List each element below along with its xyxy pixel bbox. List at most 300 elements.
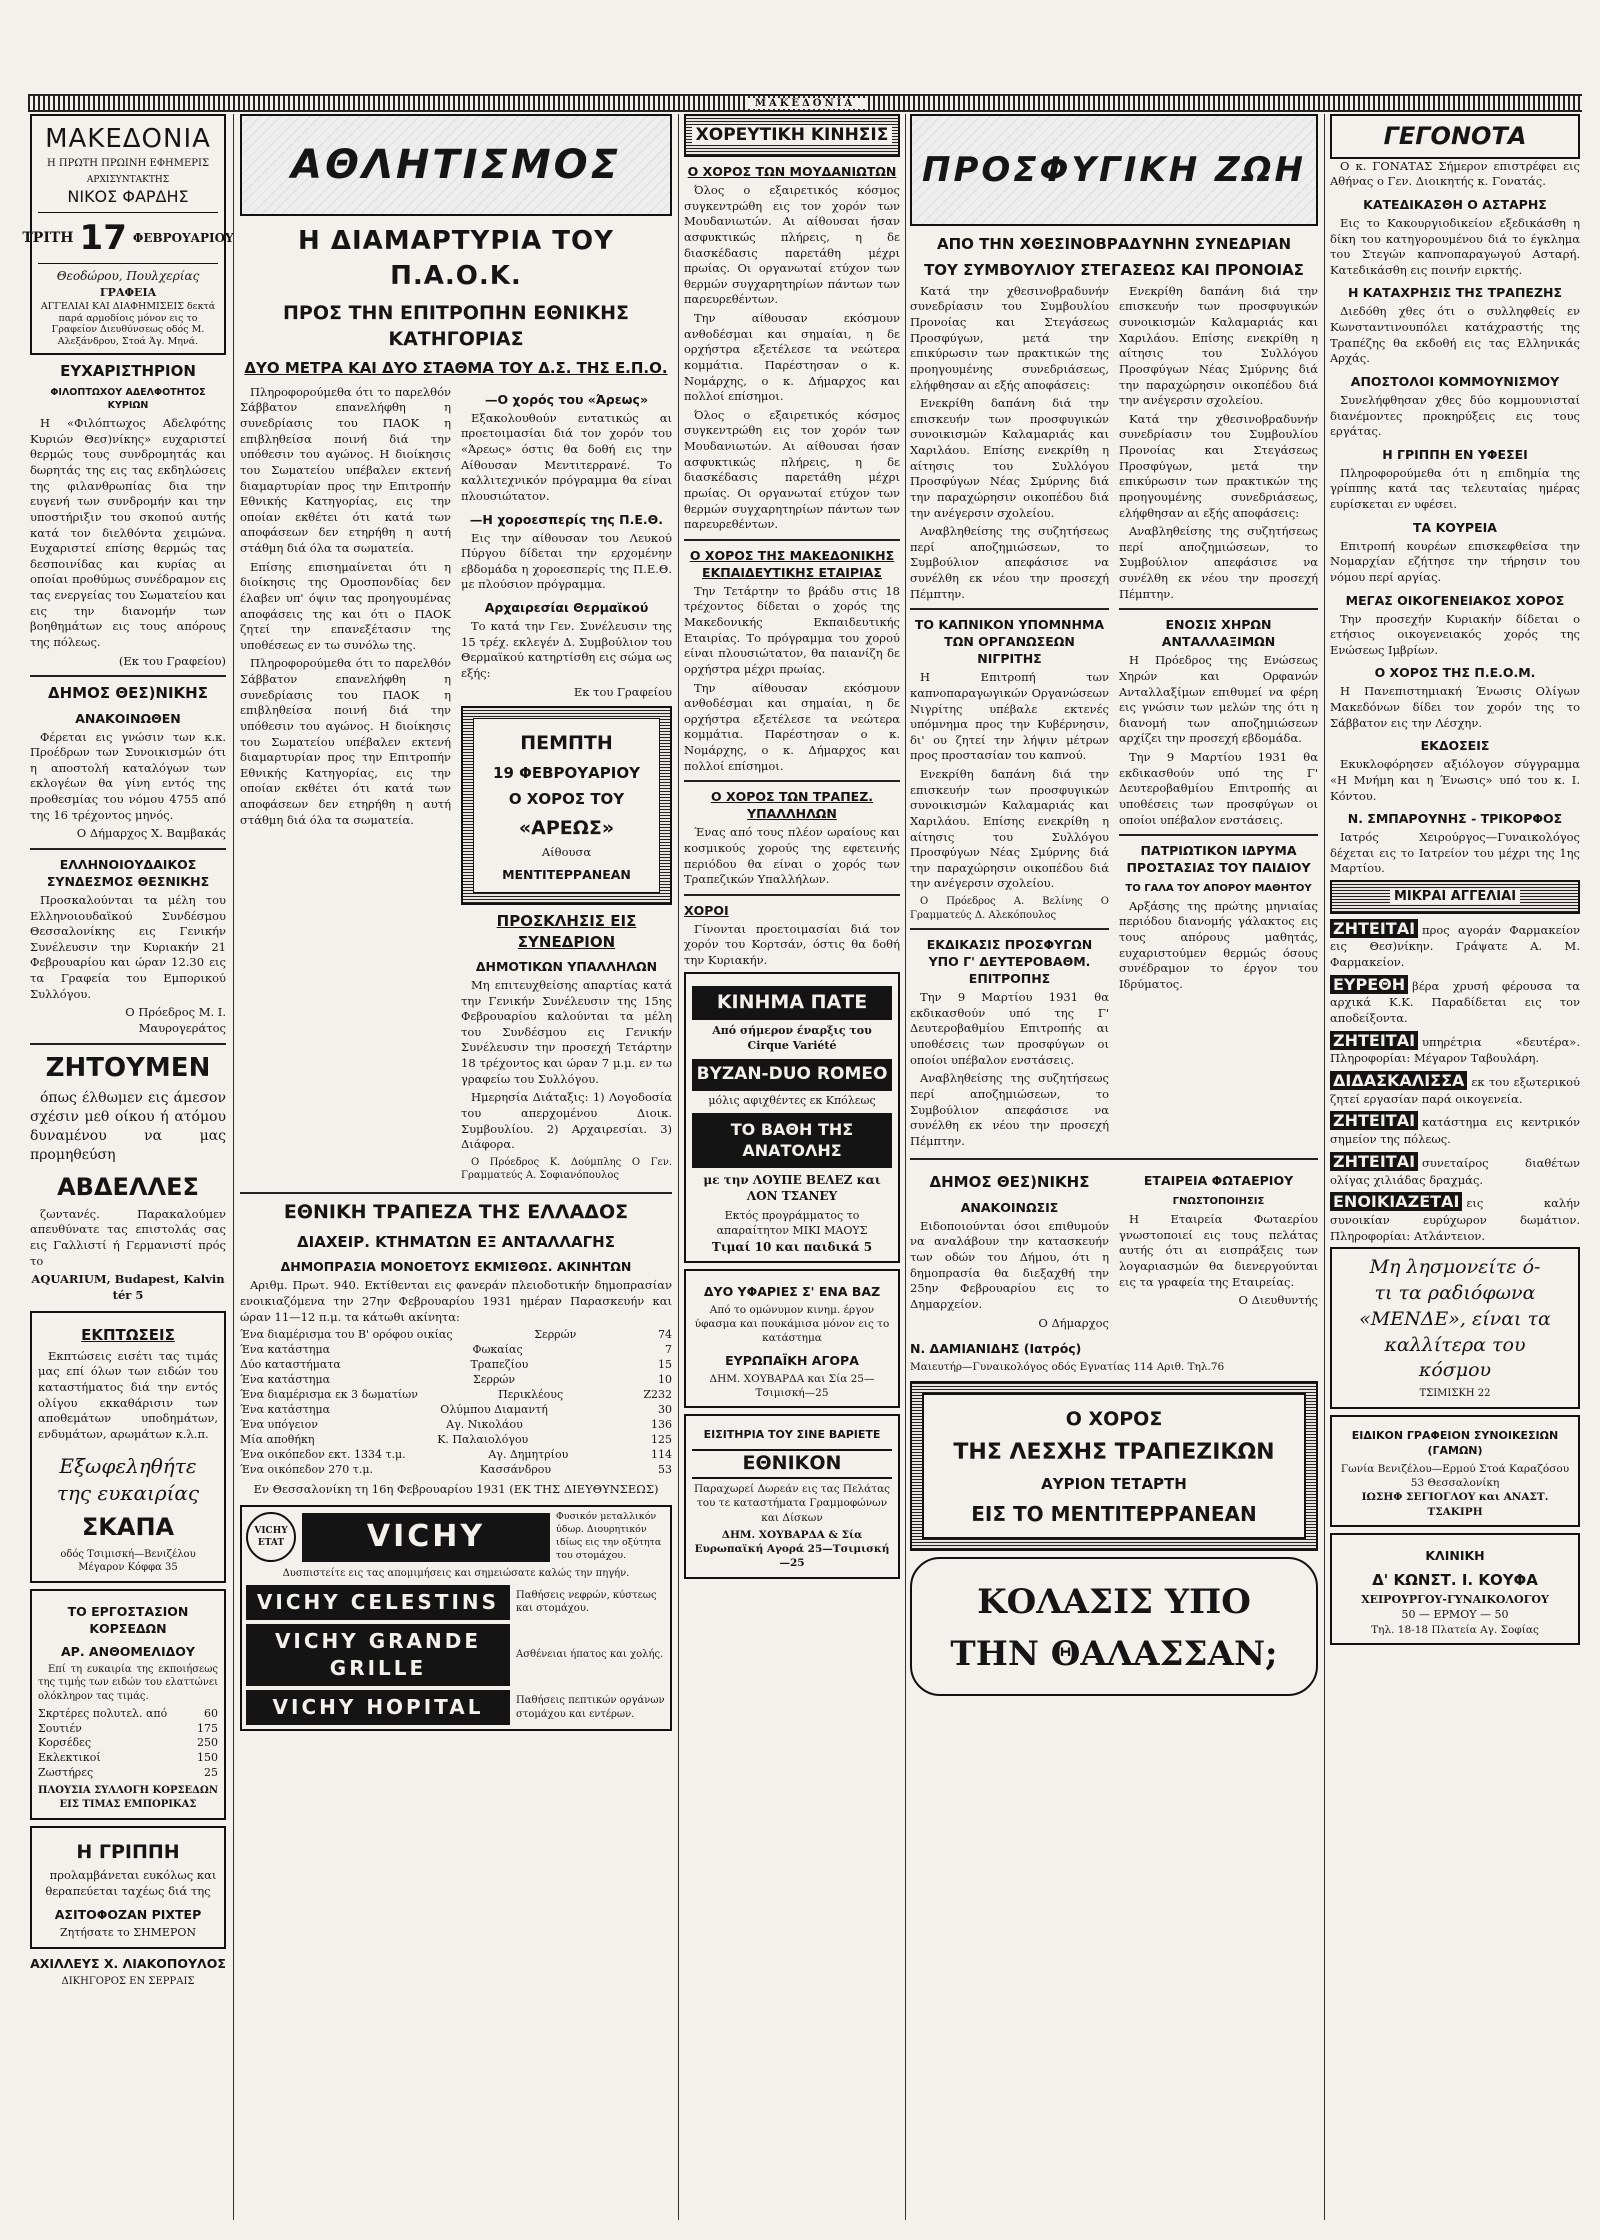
classifieds-banner bbox=[1330, 880, 1580, 914]
corset-item-price: 60 bbox=[204, 1706, 218, 1720]
bank-row-place: Αγ. Δημητρίου bbox=[488, 1447, 569, 1461]
event-10-title: Ν. ΣΜΠΑΡΟΥΝΗΣ - ΤΡΙΚΟΡΦΟΣ bbox=[1347, 811, 1563, 827]
bank-row bbox=[240, 1433, 672, 1448]
classified-key: ΕΥΡΕΘΗ bbox=[1330, 975, 1408, 994]
date-day: ΤΡΙΤΗ bbox=[22, 229, 74, 246]
bank-row-place: Κ. Παλαιολόγου bbox=[437, 1432, 529, 1446]
paper-title: ΜΑΚΕΔΟΝΙΑ bbox=[45, 124, 211, 154]
bank-row-place: Αγ. Νικολάου bbox=[446, 1417, 523, 1431]
corset-item-name: Σουτιέν bbox=[38, 1721, 82, 1735]
classifieds-list bbox=[1330, 918, 1580, 1245]
corset-text: Επί τη ευκαιρία της εκποιήσεως της τιμής των ειδών του ελαττώνει ολόκληρον τας τιμάς. bbox=[38, 1663, 218, 1702]
bank-row-desc: Ένα διαμέρισμα του Β' ορόφου οικίας bbox=[240, 1328, 453, 1342]
ball-line-1: Ο ΧΟΡΟΣ bbox=[1065, 1407, 1163, 1430]
assoc-title: ΕΛΛΗΝΟΙΟΥΔΑΙΚΟΣ ΣΥΝΔΕΣΜΟΣ ΘΕΣΝΙΚΗΣ bbox=[46, 856, 210, 889]
corset-price-row bbox=[38, 1722, 218, 1737]
clinic-subtitle: ΧΕΙΡΟΥΡΓΟΥ-ΓΥΝΑΙΚΟΛΟΓΟΥ bbox=[1361, 1593, 1549, 1607]
sports-left bbox=[240, 385, 451, 1186]
ares-notice-date: 19 ΦΕΒΡΟΥΑΡΙΟΥ bbox=[493, 763, 640, 782]
cinema-title: ΚΙΝΗΜΑ ΠΑΤΕ bbox=[692, 986, 892, 1020]
bank-row-place: Σερρών bbox=[473, 1373, 516, 1386]
lawyer-subtitle: ΔΙΚΗΓΟΡΟΣ ΕΝ ΣΕΡΡΑΙΣ bbox=[61, 1975, 195, 1987]
dances-banner bbox=[684, 114, 900, 157]
cinema-ad bbox=[684, 972, 900, 1263]
column-rule bbox=[678, 114, 679, 2220]
events-banner bbox=[1330, 114, 1580, 159]
vichy-row bbox=[246, 1690, 666, 1725]
bank-row-num: 15 bbox=[658, 1358, 672, 1372]
gas-text: Η Εταιρεία Φωταερίου γνωστοποιεί εις τους πελάτας αυτής ότι αι εισπράξεις των λογαριασμών θα διενεργούνται εις τα γραφεία της Εταιρείας. bbox=[1119, 1212, 1318, 1289]
marriage-title: ΕΙΔΙΚΟΝ ΓΡΑΦΕΙΟΝ ΣΥΝΟΙΚΕΣΙΩΝ (ΓΑΜΩΝ) bbox=[1351, 1428, 1559, 1457]
paok-text-3: Πληροφορούμεθα ότι το παρελθόν Σάββατον επανελήφθη η συνεδρίασις του ΠΑΟΚ η επιβληθείσα ποινή διά την υπόθεσιν του αγώνος. Η διοίκησις του Σωματείου υπέβαλεν εκτενή διαμαρτυρίαν προς την Επιτροπήν Εθνικής Κατηγορίας, εις την οποίαν εκθέτει ότι κατά των αποφάσεων δεν ετηρήθη η αυτή στάθμη διά όλα τα σωματεία. bbox=[240, 656, 451, 827]
editor-name: ΝΙΚΟΣ ΦΑΡΔΗΣ bbox=[67, 187, 189, 207]
classified-ad bbox=[1330, 1070, 1580, 1107]
ares-notice-name: «ΑΡΕΩΣ» bbox=[518, 816, 615, 839]
classified-ad bbox=[1330, 1030, 1580, 1067]
thanks-sign: (Εκ του Γραφείου) bbox=[118, 653, 226, 668]
tickets-name: ΕΘΝΙΚΟΝ bbox=[692, 1449, 892, 1479]
refugee-right-text: Ενεκρίθη δαπάνη διά την επισκευήν των προσφυγικών συνοικισμών Καλαμαριάς και Χαριλάου. Επίσης ενεκρίθη η αίτησις του Συλλόγου Προσφύγων Νέας Σμύρνης διά την παραχώρησιν οικοπέδου διά την ανέγερσιν σχολείου. bbox=[1119, 283, 1318, 408]
widows-text-2: Την 9 Μαρτίου 1931 θα εκδικασθούν υπό της Γ' Δευτεροβαθμίου Επιτροπής αι υποθέσεις των προσφύγων οι οποίοι υπέβαλον ενστάσεις. bbox=[1119, 750, 1318, 827]
bank-close: Εν Θεσσαλονίκη τη 16η Φεβρουαρίου 1931 (ΕΚ ΤΗΣ ΔΙΕΥΘΥΝΣΕΩΣ) bbox=[253, 1481, 659, 1496]
classified-ad bbox=[1330, 974, 1580, 1027]
lawyer-name: ΑΧΙΛΛΕΥΣ Χ. ΛΙΑΚΟΠΟΥΛΟΣ bbox=[30, 1955, 226, 1971]
classified-key: ΖΗΤΕΙΤΑΙ bbox=[1330, 919, 1418, 938]
bank-row-desc: Ένα υπόγειον bbox=[240, 1417, 318, 1431]
bank-row-desc: Ένα οικόπεδον 270 τ.μ. bbox=[240, 1462, 374, 1476]
sports-banner bbox=[240, 114, 672, 216]
bank-row bbox=[240, 1358, 672, 1373]
sports-body bbox=[240, 385, 672, 1186]
tobacco-text-2: Ενεκρίθη δαπάνη διά την επισκευήν των προσφυγικών συνοικισμών Καλαμαριάς και Χαριλάου. Επίσης ενεκρίθη η αίτησις του Συλλόγου Προσφύγων Νέας Σμύρνης διά την παραχώρησιν οικοπέδου διά την ανέγερσιν σχολείου. bbox=[910, 767, 1109, 891]
wanted-address: AQUARIUM, Budapest, Kalvin tér 5 bbox=[31, 1272, 225, 1302]
masthead-band-title: ΜΑΚΕΔΟΝΙΑ bbox=[745, 98, 865, 109]
divider bbox=[910, 1158, 1318, 1160]
paok-text-2: Επίσης επισημαίνεται ότι η διοίκησις της Ομοσπονδίας δεν έλαβεν υπ' όψιν τας προηγουμένας αποφάσεις της και ότι ο ΠΑΟΚ ζητεί την επανεξέτασιν της υποθέσεως εν τω συνόλω της. bbox=[240, 559, 451, 652]
bank-row-num: 7 bbox=[664, 1343, 672, 1357]
tickets-title: ΕΙΣΙΤΗΡΙΑ ΤΟΥ ΣΙΝΕ ΒΑΡΙΕΤΕ bbox=[703, 1428, 881, 1442]
vichy-row bbox=[246, 1585, 666, 1620]
discount-text: Εκπτώσεις εισέτι τας τιμάς μας επί όλων των ειδών του καταστήματος διά την εντός ολίγου εκκαθάρισιν των αποθεμάτων υποδημάτων, ενδυμάτων, αρωμάτων κ.λ.π. bbox=[38, 1348, 218, 1441]
event-2: Εις το Κακουργιοδικείον εξεδικάσθη η δίκη του κατηγορουμένου διά το έγκλημα του Στεγών καπνοπαραγωγού Ασταρή. Κατεδικάσθη εις ποινήν ειρκτής. bbox=[1330, 215, 1580, 277]
shirts-title: ΔΥΟ ΥΦΑΡΙΕΣ Σ' ΕΝΑ ΒΑΖ bbox=[703, 1283, 881, 1299]
shop-address: οδός Τσιμισκή—Βενιζέλου Μέγαρον Κόφφα 35 bbox=[60, 1548, 196, 1574]
classified-key: ΖΗΤΕΙΤΑΙ bbox=[1330, 1031, 1418, 1050]
column-masthead bbox=[22, 114, 234, 2220]
doctor-subtitle: Μαιευτήρ—Γυναικολόγος οδός Εγνατίας 114 Αριθ. Τηλ.76 bbox=[910, 1361, 1225, 1374]
discount-box bbox=[30, 1311, 226, 1582]
shop-line-2: της ευκαιρίας bbox=[56, 1480, 200, 1505]
divider bbox=[684, 894, 900, 896]
divider bbox=[684, 780, 900, 782]
corset-price-list bbox=[38, 1707, 218, 1782]
thanks-text: Η «Φιλόπτωχος Αδελφότης Κυριών Θεσ)νίκης» ευχαριστεί θερμώς τους συνδρομητάς και δωρητάς της εις τας εκδηλώσεις της φιλανθρωπίας δια την ευγενή των συνδρομήν και την υποστήριξιν του σκοπού αυτής κατά τον διελθόντα χειμώνα. Ευχαριστεί επίσης θερμώς τας δεσποινίδας και κυρίας αι οποίαι προθύμως συνέδραμον εις τας ενεργείας του Σωματείου και εις την διανομήν των βοηθημάτων εις τους απόρους της πόλεως. bbox=[30, 416, 226, 649]
corset-item-price: 175 bbox=[197, 1721, 218, 1735]
bank-property-list bbox=[240, 1328, 672, 1478]
bank-row-num: 125 bbox=[650, 1432, 672, 1446]
bank-row-desc: Ένα κατάστημα bbox=[240, 1343, 331, 1357]
doctor-name: Ν. ΔΑΜΙΑΝΙΔΗΣ (Ιατρός) bbox=[910, 1341, 1082, 1357]
dimos-text: Φέρεται εις γνώσιν των κ.κ. Προέδρων των Συνοικισμών ότι η αποστολή καταλόγων των εκλογέων θα γίνη εντός της προθεσμίας του νόμου 4755 από της 16 τρέχοντος μηνός. bbox=[30, 729, 226, 822]
flu-text-2: Ζητήσατε το ΣΗΜΕΡΟΝ bbox=[59, 1925, 197, 1939]
saints-day: Θεοδώρου, Πουλχερίας bbox=[56, 269, 200, 284]
column-events bbox=[1330, 114, 1580, 2220]
bank-row bbox=[240, 1448, 672, 1463]
municipality-subtitle: ΑΝΑΚΟΙΝΩΣΙΣ bbox=[960, 1199, 1059, 1215]
vichy-product: VICHY HOPITAL bbox=[246, 1690, 510, 1725]
bank-intro: Αριθμ. Πρωτ. 940. Εκτίθενται εις φανεράν πλειοδοτικήν δημοπρασίαν ενοικιαζόμενα την 27ην Φεβρουαρίου 1931 ημέραν Παρασκευήν και ώραν 11—12 π.μ. τα κάτωθι ακίνητα: bbox=[240, 1278, 672, 1324]
classified-text: υπηρέτρια «δευτέρα». Πληροφορίαι: Μέγαρον Ταβουλάρη. bbox=[1330, 1034, 1580, 1066]
refugee-left bbox=[910, 284, 1109, 1153]
ares-notice-venue: ΜΕΝΤΙΤΕΡΡΑΝΕΑΝ bbox=[502, 867, 631, 883]
compensation-text-2: Αναβληθείσης της συζητήσεως περί αποζημιώσεων, το Συμβούλιον απεφάσισε να συνέλθη εκ νέου την προσεχή Πέμπτην. bbox=[910, 1071, 1109, 1148]
assoc-text: Προσκαλούνται τα μέλη του Ελληνοιουδαϊκού Συνδέσμου Θεσσαλονίκης εις Γενικήν Συνέλευσιν την Κυριακήν 21 Φεβρουαρίου και ώραν 12.30 εις τα Γραφεία του Εμπορικού Συλλόγου. bbox=[30, 892, 226, 1001]
divider bbox=[30, 1043, 226, 1045]
ball-line-4: ΕΙΣ ΤΟ ΜΕΝΤΙΤΕΡΡΑΝΕΑΝ bbox=[971, 1501, 1257, 1526]
tobacco-sign: Ο Πρόεδρος Α. Βελίνης Ο Γραμματεύς Δ. Αλεκόπουλος bbox=[910, 896, 1109, 921]
event-3: Διεδόθη χθες ότι ο συλληφθείς εν Κωνσταντινουπόλει κατάχραστής της Τραπέζης θα εκδοθή εις τας Ελληνικάς Αρχάς. bbox=[1330, 304, 1580, 366]
dances-text: Γίνονται προετοιμασίαι διά τον χορόν του Κορτσάν, όστις θα δοθή την Κυριακήν. bbox=[684, 921, 900, 968]
dance1-title: Ο ΧΟΡΟΣ ΤΩΝ ΜΟΥΔΑΝΙΩΤΩΝ bbox=[687, 164, 897, 180]
compensation-title: ΕΚΔΙΚΑΣΙΣ ΠΡΟΣΦΥΓΩΝ ΥΠΟ Γ' ΔΕΥΤΕΡΟΒΑΘΜ. ΕΠΙΤΡΟΠΗΣ bbox=[926, 937, 1093, 987]
vichy-ad bbox=[240, 1505, 672, 1731]
dance3-text: Ένας από τους πλέον ωραίους και κοσμικούς χορούς της εφετεινής περιόδου θα είναι ο χορός των Τραπεζικών Υπαλλήλων. bbox=[684, 825, 900, 887]
refugee-banner-title: ΠΡΟΣΦΥΓΙΚΗ ΖΩΗ bbox=[922, 149, 1306, 190]
column-dances bbox=[684, 114, 900, 2220]
corset-item-price: 150 bbox=[197, 1751, 218, 1765]
ares-text: Εξακολουθούν εντατικώς αι προετοιμασίαι διά τον χορόν του «Άρεως» όστις θα δοθή εις την Αίθουσαν Μεντιτερρανέ. Το καλλιτεχνικόν πρόγραμμα θα είναι πλουσιώτατον. bbox=[461, 410, 672, 503]
flu-box bbox=[30, 1826, 226, 1949]
wanted-text: όπως έλθωμεν εις άμεσον σχέσιν μεθ οίκου ή ατόμου δυναμένου να μας προμηθεύση bbox=[30, 1089, 226, 1164]
refugee-lead-2: Ενεκρίθη δαπάνη διά την επισκευήν των προσφυγικών συνοικισμών Καλαμαριάς και Χαριλάου. Επίσης ενεκρίθη η αίτησις του Συλλόγου Προσφύγων Νέας Σμύρνης διά την παραχώρησιν οικοπέδου διά την ανέγερσιν σχολείου. bbox=[910, 396, 1109, 520]
bank-row bbox=[240, 1403, 672, 1418]
foundation-text: Αρξάσης της πρώτης μηνιαίας περιόδου διανομής γάλακτος εις τους απόρους μαθητάς, ευχαριστούμεν θερμώς όσους συνέδραμον το έργον του Ιδρύματος. bbox=[1119, 898, 1318, 991]
classified-ad bbox=[1330, 918, 1580, 971]
wanted-item: ΑΒΔΕΛΛΕΣ bbox=[57, 1173, 199, 1202]
bank-row-num: 53 bbox=[658, 1462, 672, 1476]
corset-title: ΤΟ ΕΡΓΟΣΤΑΣΙΟΝ ΚΟΡΣΕΔΩΝ bbox=[67, 1603, 189, 1636]
municipality-title: ΔΗΜΟΣ ΘΕΣ)ΝΙΚΗΣ bbox=[929, 1173, 1090, 1192]
event-6: Επιτροπή κουρέων επισκεφθείσα την Νομαρχίαν εζήτησε την τήρησιν του νόμου περί αργίας. bbox=[1330, 538, 1580, 584]
shop-name: ΣΚΑΠΑ bbox=[81, 1512, 175, 1541]
vichy-product: VICHY GRANDE GRILLE bbox=[246, 1624, 510, 1686]
classified-key: ΔΙΔΑΣΚΑΛΙΣΣΑ bbox=[1330, 1071, 1467, 1090]
masthead-band bbox=[28, 94, 1582, 112]
classified-text: εκ του εξωτερικού ζητεί εργασίαν παρά οικογενεία. bbox=[1330, 1075, 1580, 1106]
peth-text: Εις την αίθουσαν του Λευκού Πύργου δίδεται την ερχομένην εβδομάδα η χοροεσπερίς της Π.Ε.Θ. με πλούσιον πρόγραμμα. bbox=[461, 530, 672, 592]
bank-row-place: Σερρών bbox=[534, 1328, 577, 1342]
vichy-product-use: Παθήσεις πεπτικών οργάνων στομάχου και εντέρων. bbox=[516, 1695, 665, 1720]
bankers-ball-ad bbox=[910, 1381, 1318, 1551]
clinic-phone: Τηλ. 18-18 Πλατεία Αγ. Σοφίας bbox=[1371, 1624, 1539, 1637]
ares-subtitle: —Ο χορός του «Άρεως» bbox=[484, 391, 649, 407]
shirts-ad bbox=[684, 1269, 900, 1408]
flu-text: προλαμβάνεται ευκόλως και θεραπεύεται ταχέως διά της bbox=[45, 1868, 217, 1898]
classified-text: προς αγοράν Φαρμακείον εις Θεσ)νίκην. Γράψατε Α. Μ. Φαρμακείον. bbox=[1330, 922, 1580, 970]
vichy-product-use: Παθήσεις νεφρών, κύστεως και στομάχου. bbox=[516, 1589, 657, 1615]
bank-row bbox=[240, 1373, 672, 1388]
column-sports bbox=[240, 114, 672, 2220]
cinema-subtitle: Από σήμερον έναρξις του Cirque Variété bbox=[712, 1023, 872, 1052]
wanted-title: ΖΗΤΟΥΜΕΝ bbox=[45, 1052, 211, 1083]
column-rule bbox=[1324, 114, 1325, 2220]
classifieds-banner-title: ΜΙΚΡΑΙ ΑΓΓΕΛΙΑΙ bbox=[1390, 889, 1520, 904]
ares-notice-venue-label: Αίθουσα bbox=[541, 844, 592, 859]
paok-headline: Η ΔΙΑΜΑΡΤΥΡΙΑ ΤΟΥ Π.Α.Ο.Κ. bbox=[298, 226, 614, 292]
clinic-ad bbox=[1330, 1533, 1580, 1646]
discount-title: ΕΚΠΤΩΣΕΙΣ bbox=[81, 1326, 175, 1345]
sports-banner-title: ΑΘΛΗΤΙΣΜΟΣ bbox=[290, 141, 622, 188]
bank-row-place: Τραπεζίου bbox=[470, 1358, 529, 1372]
divider bbox=[240, 1192, 672, 1194]
column-refugees bbox=[910, 114, 1318, 2220]
event-7-title: ΜΕΓΑΣ ΟΙΚΟΓΕΝΕΙΑΚΟΣ ΧΟΡΟΣ bbox=[1345, 592, 1565, 608]
refugee-banner bbox=[910, 114, 1318, 226]
thermaikos-subtitle: Αρχαιρεσίαι Θερμαϊκού bbox=[484, 600, 649, 616]
shop-line-1: Εξωφεληθήτε bbox=[59, 1453, 197, 1478]
classified-ad bbox=[1330, 1110, 1580, 1147]
clinic-title: ΚΛΙΝΙΚΗ bbox=[1425, 1547, 1485, 1563]
refugee-lead-3: Αναβληθείσης της συζητήσεως περί αποζημιώσεων, το Συμβούλιον απεφάσισε να συνέλθη εκ νέου την προσεχή Πέμπτην. bbox=[910, 524, 1109, 601]
vichy-header bbox=[246, 1511, 666, 1563]
event-1: Ο κ. ΓΟΝΑΤΑΣ Σήμερον επιστρέφει εις Αθήνας ο Γεν. Διοικητής κ. Γονατάς. bbox=[1330, 158, 1580, 189]
bank-row-num: 114 bbox=[650, 1447, 672, 1461]
cinema-price: Τιμαί 10 και παιδικά 5 bbox=[711, 1239, 873, 1254]
gas-sign: Ο Διευθυντής bbox=[1238, 1293, 1318, 1308]
foundation-title: ΠΑΤΡΙΩΤΙΚΟΝ ΙΔΡΥΜΑ ΠΡΟΣΤΑΣΙΑΣ ΤΟΥ ΠΑΙΔΙΟΥ bbox=[1126, 843, 1311, 876]
assembly-title: ΠΡΟΣΚΛΗΣΙΣ ΕΙΣ ΣΥΝΕΔΡΙΟΝ bbox=[496, 912, 637, 951]
event-2-title: ΚΑΤΕΔΙΚΑΣΘΗ Ο ΑΣΤΑΡΗΣ bbox=[1363, 196, 1547, 212]
marriage-text: Γωνία Βενιζέλου—Ερμού Στοά Καραζόσου 53 Θεσσαλονίκη bbox=[1340, 1462, 1570, 1490]
dance1-text-3: Όλος ο εξαιρετικός κόσμος συγκεντρώθη εις τον χορόν των Μουδανιωτών. Αι αίθουσαι ήσαν ασφυκτικώς πλήρεις, η δε διασκέδασις παρετάθη μέχρι πρωίας. Οι οργανωταί ετύχον των θερμών συγχαρητηρίων πάντων των παρευρεθέντων. bbox=[684, 407, 900, 532]
bank-subtitle-2: ΔΗΜΟΠΡΑΣΙΑ ΜΟΝΟΕΤΟΥΣ ΕΚΜΙΣΘΩΣ. ΑΚΙΝΗΤΩΝ bbox=[280, 1259, 632, 1275]
refugee-body bbox=[910, 284, 1318, 1153]
bank-title: ΕΘΝΙΚΗ ΤΡΑΠΕΖΑ ΤΗΣ ΕΛΛΑΔΟΣ bbox=[283, 1201, 629, 1224]
marriage-names: ΙΩΣΗΦ ΣΕΓΙΟΓΛΟΥ και ΑΝΑΣΤ. ΤΣΑΚΙΡΗ bbox=[1361, 1491, 1549, 1518]
bank-row-desc: Ένα οικόπεδον εκτ. 1334 τ.μ. bbox=[240, 1447, 406, 1461]
bank-row-num: 136 bbox=[650, 1417, 672, 1431]
compensation-text: Την 9 Μαρτίου 1931 θα εκδικασθούν υπό της Γ' Δευτεροβαθμίου Επιτροπής αι υποθέσεις των προσφύγων οι οποίοι υπέβαλον ενστάσεις. bbox=[910, 990, 1109, 1067]
event-5: Πληροφορούμεθα ότι η επιδημία της γρίππης κατά τας τελευταίας ημέρας ευρίσκεται εν υφέσει. bbox=[1330, 465, 1580, 511]
classified-text: κατάστημα εις κεντρικόν σημείον της πόλεως. bbox=[1330, 1115, 1580, 1147]
classified-key: ΖΗΤΕΙΤΑΙ bbox=[1330, 1111, 1418, 1130]
corset-item-name: Σκρτέρες πολυτελ. από bbox=[38, 1706, 168, 1720]
paok-subheadline: ΠΡΟΣ ΤΗΝ ΕΠΙΤΡΟΠΗΝ ΕΘΝΙΚΗΣ ΚΑΤΗΓΟΡΙΑΣ bbox=[283, 301, 629, 350]
film-ad bbox=[910, 1557, 1318, 1696]
radio-ad bbox=[1330, 1247, 1580, 1409]
vichy-state-seal bbox=[246, 1512, 296, 1562]
office-text: ΑΓΓΕΛΙΑΙ ΚΑΙ ΔΙΑΦΗΜΙΣΕΙΣ δεκτά παρά αρμοδίοις μόνον εις το Γραφείον Διευθύνσεως οδός Μ. Αλεξάνδρου, Στοά Άγ. Μηνά. bbox=[40, 301, 216, 347]
paok-kicker: ΔΥΟ ΜΕΤΡΑ ΚΑΙ ΔΥΟ ΣΤΑΘΜΑ ΤΟΥ Δ.Σ. ΤΗΣ Ε.Π.Ο. bbox=[244, 359, 668, 378]
events-banner-title: ΓΕΓΟΝΟΤΑ bbox=[1383, 122, 1527, 150]
film-line-2: ΤΗΝ ΘΑΛΑΣΣΑΝ; bbox=[950, 1634, 1278, 1675]
foundation-subtitle: ΤΟ ΓΑΛΑ ΤΟΥ ΑΠΟΡΟΥ ΜΑΘΗΤΟΥ bbox=[1125, 883, 1312, 895]
date-line bbox=[22, 212, 234, 264]
tickets-text: Παραχωρεί Δωρεάν εις τας Πελάτας του τε καταστήματα Γραμμοφώνων και Δίσκων bbox=[693, 1482, 891, 1524]
corset-owner: ΑΡ. ΑΝΘΟΜΕΛΙΔΟΥ bbox=[61, 1643, 195, 1659]
bank-row-desc: Ένα κατάστημα bbox=[240, 1402, 331, 1416]
vichy-product: VICHY CELESTINS bbox=[246, 1585, 510, 1620]
classified-key: ΕΝΟΙΚΙΑΖΕΤΑΙ bbox=[1330, 1192, 1462, 1211]
dance1-text: Όλος ο εξαιρετικός κόσμος συγκεντρώθη εις τον χορόν των Μουδανιωτών. Αι αίθουσαι ήσαν ασφυκτικώς πλήρεις, η δε διασκέδασις παρετάθη μέχρι πρωίας. Οι οργανωταί ετύχον των θερμών συγχαρητηρίων πάντων των παρευρεθέντων. bbox=[684, 183, 900, 307]
bank-row-desc: Μία αποθήκη bbox=[240, 1432, 315, 1446]
refugee-right-text-2: Κατά την χθεσινοβραδυνήν συνεδρίασιν του Συμβουλίου Προνοίας και Στεγάσεως Προσφύγων, μετά την επικύρωσιν των πρακτικών της προηγουμένης συνεδριάσεως, ελήφθησαν αι εξής αποφάσεις: bbox=[1119, 411, 1318, 520]
cinema-film: ΤΟ ΒΑΘΗ ΤΗΣ ΑΝΑΤΟΛΗΣ bbox=[692, 1113, 892, 1169]
thanks-title: ΕΥΧΑΡΙΣΤΗΡΙΟΝ bbox=[60, 362, 196, 380]
bank-row-num: 10 bbox=[657, 1373, 672, 1386]
cinema-text: μόλις αφιχθέντες εκ Κπόλεως bbox=[708, 1093, 876, 1107]
dimos-sign: Ο Δήμαρχος Χ. Βαμβακάς bbox=[76, 826, 226, 841]
corset-item-price: 25 bbox=[204, 1766, 218, 1780]
ball-line-2: ΤΗΣ ΛΕΣΧΗΣ ΤΡΑΠΕΖΙΚΩΝ bbox=[953, 1440, 1275, 1466]
office-label: ΓΡΑΦΕΙΑ bbox=[99, 286, 157, 300]
ares-notice-inner bbox=[473, 718, 660, 893]
vichy-state-label: VICHY ETAT bbox=[254, 1525, 288, 1549]
radio-line-4: καλλίτερα του bbox=[1384, 1333, 1526, 1356]
bank-row-num: 30 bbox=[658, 1402, 672, 1416]
classified-text: εις καλήν συνοικίαν ευρύχωρον δωμάτιον. Πληροφορίαι: Ατλάντειον. bbox=[1330, 1196, 1580, 1243]
corset-item-name: Εκλεκτικοί bbox=[38, 1751, 101, 1765]
column-rule bbox=[905, 114, 906, 2220]
cinema-stars: με την ΛΟΥΠΕ ΒΕΛΕΖ και ΛΟΝ ΤΣΑΝΕΥ bbox=[703, 1173, 881, 1204]
vichy-intro: Φυσικόν μεταλλικόν ύδωρ. Διουρητικόν ιδίως εις την οξύτητα του στομάχου. bbox=[556, 1511, 662, 1562]
bank-row-place: Κασσάνδρου bbox=[479, 1462, 552, 1476]
radio-line-2: τι τα ραδιόφωνα bbox=[1374, 1282, 1536, 1304]
dance3-title: Ο ΧΟΡΟΣ ΤΩΝ ΤΡΑΠΕΖ. ΥΠΑΛΛΗΛΩΝ bbox=[710, 789, 874, 822]
dance2-text: Την Τετάρτην το βράδυ στις 18 τρέχοντος δίδεται ο χορός της Μακεδονικής Εκπαιδευτικής Εταιρίας. Το πρόγραμμα του χορού είναι πλουσιώτατον, θα παιανίζη δε ορχήστρα μέχρι πρωίας. bbox=[684, 583, 900, 676]
divider bbox=[910, 608, 1109, 610]
bank-row bbox=[240, 1418, 672, 1433]
assembly-text-2: Ημερησία Διάταξις: 1) Λογοδοσία του απερχομένου Διοικ. Συμβουλίου. 2) Αρχαιρεσίαι. 3) Διάφορα. bbox=[461, 1090, 672, 1152]
radio-line-5: κόσμου bbox=[1418, 1359, 1492, 1382]
bankers-ball-inner bbox=[922, 1393, 1306, 1539]
cinema-act: ΒΥΖΑΝ-DUO ROMEO bbox=[692, 1059, 892, 1090]
notices-row bbox=[910, 1166, 1318, 1334]
ball-line-3: ΑΥΡΙΟΝ ΤΕΤΑΡΤΗ bbox=[1041, 1475, 1187, 1494]
wanted-text-2: ζωντανές. Παρακαλούμεν απευθύνατε τας επιστολάς σας εις Γαλλιστί ή Γερμανιστί πρός το bbox=[30, 1206, 226, 1268]
radio-line-3: «ΜΕΝΔΕ», είναι τα bbox=[1359, 1307, 1551, 1330]
date-month: ΦΕΒΡΟΥΑΡΙΟΥ bbox=[132, 230, 234, 245]
dances-banner-title: ΧΟΡΕΥΤΙΚΗ ΚΙΝΗΣΙΣ bbox=[692, 125, 893, 145]
classified-key: ΖΗΤΕΙΤΑΙ bbox=[1330, 1152, 1418, 1171]
event-6-title: ΤΑ ΚΟΥΡΕΙΑ bbox=[1413, 519, 1497, 535]
clinic-name: Δ' ΚΩΝΣΤ. Ι. ΚΟΥΦΑ bbox=[1372, 1570, 1538, 1589]
gas-notice bbox=[1119, 1166, 1318, 1334]
bank-row-num: 74 bbox=[658, 1328, 672, 1342]
event-5-title: Η ΓΡΙΠΠΗ ΕΝ ΥΦΕΣΕΙ bbox=[1382, 446, 1528, 462]
bank-row-desc: Ένα κατάστημα bbox=[240, 1373, 331, 1386]
corset-footer: ΠΛΟΥΣΙΑ ΣΥΛΛΟΓΗ ΚΟΡΣΕΔΩΝ ΕΙΣ ΤΙΜΑΣ ΕΜΠΟΡΙΚΑΣ bbox=[38, 1785, 218, 1810]
bank-subtitle: ΔΙΑΧΕΙΡ. ΚΤΗΜΑΤΩΝ ΕΞ ΑΝΤΑΛΛΑΓΗΣ bbox=[297, 1232, 615, 1251]
ares-notice-day: ΠΕΜΠΤΗ bbox=[520, 732, 613, 755]
thermaikos-text: Το κατά την Γεν. Συνέλευσιν της 15 τρέχ. εκλεγέν Δ. Συμβούλιον του Θερμαϊκού κατηρτίσθη εις σώμα ως εξής: bbox=[461, 619, 672, 680]
dimos-subtitle: ΑΝΑΚΟΙΝΩΘΕΝ bbox=[75, 710, 181, 726]
corset-item-price: 250 bbox=[197, 1736, 218, 1750]
event-8-title: Ο ΧΟΡΟΣ ΤΗΣ Π.Ε.Ο.Μ. bbox=[1374, 665, 1536, 681]
vichy-row bbox=[246, 1624, 666, 1686]
divider bbox=[1119, 608, 1318, 610]
bank-row-desc: Ένα διαμέρισμα εκ 3 δωματίων bbox=[240, 1387, 418, 1401]
bank-row-place: Ολύμπου Διαμαντή bbox=[440, 1402, 548, 1416]
bank-row-num: Z232 bbox=[643, 1387, 672, 1401]
bank-row-desc: Δύο καταστήματα bbox=[240, 1358, 341, 1372]
masthead-box bbox=[22, 114, 234, 355]
radio-address: ΤΣΙΜΙΣΚΗ 22 bbox=[1419, 1388, 1491, 1400]
peth-subtitle: —Η χοροεσπερίς της Π.Ε.Θ. bbox=[469, 511, 664, 527]
assoc-sign: Ο Πρόεδρος Μ. Ι. Μαυρογεράτος bbox=[125, 1005, 226, 1035]
thanks-subtitle: ΦΙΛΟΠΤΩΧΟΥ ΑΔΕΛΦΟΤΗΤΟΣ ΚΥΡΙΩΝ bbox=[50, 387, 206, 412]
flu-title: Η ΓΡΙΠΠΗ bbox=[76, 1840, 180, 1863]
refugee-headline: ΑΠΟ ΤΗΝ ΧΘΕΣΙΝΟΒΡΑΔΥΝΗΝ ΣΥΝΕΔΡΙΑΝ bbox=[936, 235, 1292, 253]
column-rule bbox=[233, 114, 234, 2220]
divider bbox=[910, 928, 1109, 930]
event-4-title: ΑΠΟΣΤΟΛΟΙ ΚΟΜΜΟΥΝΙΣΜΟΥ bbox=[1350, 373, 1560, 389]
event-10: Ιατρός Χειρούργος—Γυναικολόγος δέχεται εις το Ιατρείον του μέχρι της 1ης Μαρτίου. bbox=[1330, 830, 1580, 876]
dance1-text-2: Την αίθουσαν εκόσμουν ανθοδέσμαι και σημαίαι, η δε ορχήστρα εξετέλεσε τα νεώτερα κομμάτια. Παρέστησαν ο κ. Νομάρχης, ο κ. Δήμαρχος και πολλοί επίσημοι. bbox=[684, 311, 900, 404]
divider bbox=[30, 675, 226, 677]
municipality-sign: Ο Δήμαρχος bbox=[1038, 1315, 1109, 1330]
cinema-program: Εκτός προγράμματος το απαραίτητον ΜΙΚΙ ΜΑΟΥΣ bbox=[716, 1208, 868, 1237]
gas-subtitle: ΓΝΩΣΤΟΠΟΙΗΣΙΣ bbox=[1172, 1196, 1265, 1208]
dance2-text-2: Την αίθουσαν εκόσμουν ανθοδέσμαι και σημαίαι, η δε ορχήστρα εξετέλεσε τα νεώτερα κομμάτια. Παρέστησαν ο κ. Νομάρχης, ο κ. Δήμαρχος και πολλοί επίσημοι. bbox=[684, 680, 900, 773]
municipality-text: Ειδοποιούνται όσοι επιθυμούν να αναλάβουν την κατασκευήν των οδών του Δήμου, ότι η δημοπρασία θα διεξαχθή την 25ην Φεβρουαρίου εις το Δημαρχείον. bbox=[910, 1218, 1109, 1311]
dance2-title: Ο ΧΟΡΟΣ ΤΗΣ ΜΑΚΕΔΟΝΙΚΗΣ ΕΚΠΑΙΔΕΥΤΙΚΗΣ ΕΤΑΙΡΙΑΣ bbox=[689, 547, 895, 580]
corset-price-row bbox=[38, 1751, 218, 1766]
bank-row-place: Φωκαίας bbox=[472, 1343, 523, 1357]
corset-item-name: Ζωστήρες bbox=[38, 1766, 94, 1780]
event-7: Την προσεχήν Κυριακήν δίδεται ο ετήσιος οικογενειακός χορός της Ενώσεως Ιμβρίων. bbox=[1330, 611, 1580, 657]
divider bbox=[30, 848, 226, 850]
classified-text: συνεταίρος διαθέτων ολίγας χιλιάδας δραχμάς. bbox=[1330, 1155, 1580, 1187]
marriage-ad bbox=[1330, 1415, 1580, 1527]
clinic-address: 50 — ΕΡΜΟΥ — 50 bbox=[1401, 1608, 1509, 1622]
vichy-check: Δυσπιστείτε εις τας απομιμήσεις και σημειώσατε καλώς την πηγήν. bbox=[282, 1567, 630, 1579]
corset-box bbox=[30, 1589, 226, 1820]
event-3-title: Η ΚΑΤΑΧΡΗΣΙΣ ΤΗΣ ΤΡΑΠΕΖΗΣ bbox=[1347, 285, 1563, 301]
bank-row bbox=[240, 1328, 672, 1343]
paok-text: Πληροφορούμεθα ότι το παρελθόν Σάββατον επανελήφθη η συνεδρίασις του ΠΑΟΚ η επιβληθείσα ποινή διά την υπόθεσιν του αγώνος. Η διοίκησις του Σωματείου υπέβαλεν εκτενή διαμαρτυρίαν προς την Επιτροπήν Εθνικής Κατηγορίας, εις την οποίαν εκθέτει ότι κατά των αποφάσεων δεν ετηρήθη η αυτή στάθμη διά όλα τα σωματεία. bbox=[240, 384, 451, 556]
bank-row-place: Περικλέους bbox=[498, 1387, 564, 1401]
vichy-logo: VICHY bbox=[302, 1513, 550, 1562]
flu-product: ΑΣΙΤΟΦΟΖΑΝ ΡΙΧΤΕΡ bbox=[54, 1906, 202, 1922]
widows-text: Η Πρόεδρος της Ενώσεως Χηρών και Ορφανών Ανταλλαξίμων επιθυμεί να φέρη εις γνώσιν των μελών της ότι η διανομή των αποζημιώσεων αρχίζει την προσεχή εβδομάδα. bbox=[1119, 653, 1318, 746]
refugee-right bbox=[1119, 284, 1318, 1153]
refugee-headline-2: ΤΟΥ ΣΥΜΒΟΥΛΙΟΥ ΣΤΕΓΑΣΕΩΣ ΚΑΙ ΠΡΟΝΟΙΑΣ bbox=[924, 261, 1304, 280]
vichy-product-use: Ασθένειαι ήπατος και χολής. bbox=[516, 1649, 664, 1661]
corset-price-row bbox=[38, 1707, 218, 1722]
editor-label: ΑΡΧΙΣΥΝΤΑΚΤΗΣ bbox=[86, 174, 170, 185]
divider bbox=[1119, 834, 1318, 836]
shirts-address: ΔΗΜ. ΧΟΥΒΑΡΔΑ και Σία 25—Τσιμισκή—25 bbox=[709, 1372, 875, 1399]
refugee-right-text-3: Αναβληθείσης της συζητήσεως περί αποζημιώσεων, το Συμβούλιον απεφάσισε να συνέλθη εκ νέου την προσεχή Πέμπτην. bbox=[1119, 524, 1318, 601]
assembly-text: Μη επιτευχθείσης απαρτίας κατά την Γενικήν Συνέλευσιν της 15ης Φεβρουαρίου καλούνται τα μέλη του Συνδέσμου εις Γενικήν Συνέλευσιν την προσεχή Τετάρτην 18 τρέχοντος και ώραν 7 μ.μ. εν τω γραφείω του Συλλόγου. bbox=[461, 977, 672, 1086]
dances-label: ΧΟΡΟΙ bbox=[684, 902, 729, 918]
shirts-text: Από το ομώνυμον κινημ. έργον ύφασμα και πουκάμισα μόνον εις το κατάστημα bbox=[694, 1303, 890, 1345]
sports-sign: Εκ του Γραφείου bbox=[573, 684, 672, 699]
bank-row bbox=[240, 1343, 672, 1358]
municipality-notice bbox=[910, 1166, 1109, 1334]
refugee-lead: Κατά την χθεσινοβραδυνήν συνεδρίασιν του Συμβουλίου Προνοίας και Στεγάσεως Προσφύγων, μετά την επικύρωσιν των πρακτικών της προηγουμένης συνεδριάσεως, ελήφθησαν αι εξής αποφάσεις: bbox=[910, 283, 1109, 392]
widows-title: ΕΝΟΣΙΣ ΧΗΡΩΝ ΑΝΤΑΛΛΑΞΙΜΩΝ bbox=[1161, 617, 1276, 650]
shirts-shop: ΕΥΡΩΠΑΪΚΗ ΑΓΟΡΑ bbox=[725, 1352, 859, 1368]
event-9: Εκυκλοφόρησεν αξιόλογον σύγγραμμα «Η Μνήμη και η Ένωσις» υπό του κ. Ι. Κόντου. bbox=[1330, 757, 1580, 803]
divider bbox=[684, 539, 900, 541]
event-4: Συνελήφθησαν χθες δύο κομμουνισταί διανέμοντες προκηρύξεις εις τους εργάτας. bbox=[1330, 392, 1580, 439]
tickets-address: ΔΗΜ. ΧΟΥΒΑΡΔΑ & Σία Ευρωπαϊκή Αγορά 25—Τσιμισκή—25 bbox=[694, 1528, 890, 1570]
bank-row bbox=[240, 1388, 672, 1403]
tobacco-title: ΤΟ ΚΑΠΝΙΚΟΝ ΥΠΟΜΝΗΜΑ ΤΩΝ ΟΡΓΑΝΩΣΕΩΝ ΝΙΓΡΙΤΗΣ bbox=[914, 617, 1105, 667]
bank-row bbox=[240, 1463, 672, 1478]
